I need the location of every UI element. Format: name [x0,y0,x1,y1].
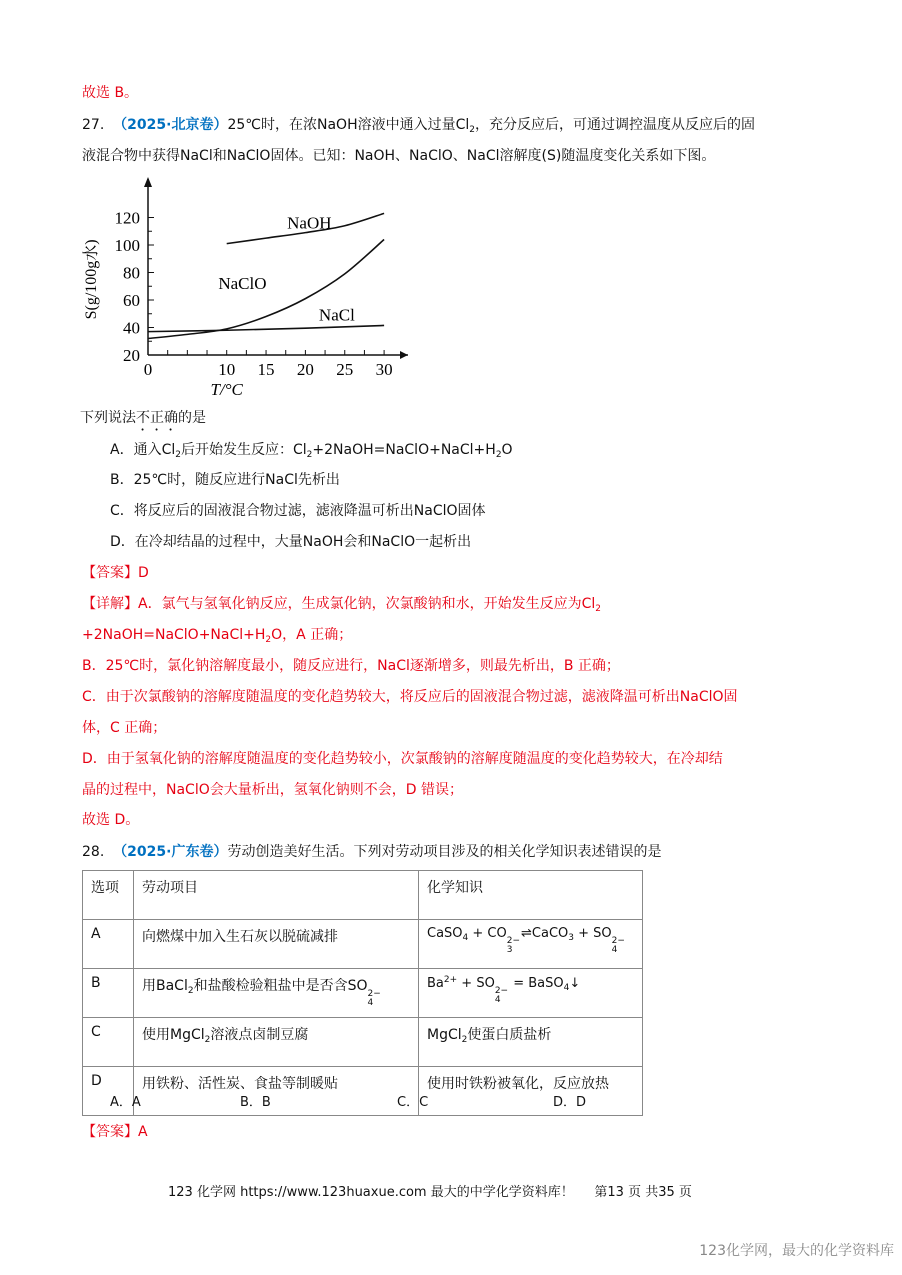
q27-detail-line [82,594,601,619]
detail-text: O，A 正确； [271,627,353,643]
q27-option-a [110,440,513,465]
table-row [83,969,643,1018]
subscript: 2 [175,450,181,460]
q27-source-tag: （2025·北京卷） [113,117,228,133]
x-axis-arrow [400,351,408,359]
q27-detail-line: B．25℃时，氯化钠溶解度最小，随反应进行，NaCl逐渐增多，则最先析出，B 正确； [82,658,620,674]
table-header-row [83,871,643,920]
knowledge-cell: CaSO$_4$ + CO 2− 3 ⇌CaCO$_3$ + SO 2− 4 [419,920,643,969]
x-tick-label: 20 [296,360,314,379]
q27-option-d: D．在冷却结晶的过程中，大量NaOH会和NaClO一起析出 [110,534,472,550]
q28-stem-text: 劳动创造美好生活。下列对劳动项目涉及的相关化学知识表述错误的是 [227,844,662,860]
prev-conclusion: 故选 B。 [82,85,139,101]
q27-question [80,408,206,434]
q28-choice-a: A．A [110,1095,141,1110]
header-cell: 选项 [83,871,134,920]
q27-detail-line: D．由于氢氧化钠的溶解度随温度的变化趋势较小，次氯酸钠的溶解度随温度的变化趋势较大，在冷却结 [82,751,723,767]
q27-detail-line: 晶的过程中，NaClO会大量析出，氢氧化钠则不会，D 错误； [82,782,463,798]
option-cell: D [83,1067,134,1116]
series-line-nacl [148,325,384,331]
option-text: +2NaOH=NaClO+NaCl+H [312,442,496,458]
header-cell: 劳动项目 [134,871,419,920]
detail-text: +2NaOH=NaClO+NaCl+H [82,627,266,643]
subscript: 2 [306,450,313,460]
q28-source-tag: （2025·广东卷） [113,844,228,860]
q27-conclusion: 故选 D。 [82,812,140,828]
y-tick-label: 60 [123,291,140,310]
y-tick-label: 20 [123,346,140,365]
subscript: 2 [265,635,272,645]
question-text: 的是 [178,410,206,426]
q27-answer: 【答案】D [82,565,149,581]
x-tick-label: 10 [218,360,236,379]
q27-detail-line: 体，C 正确； [82,720,167,736]
q27-stem-text: 25℃时，在浓NaOH溶液中通入过量Cl [227,117,470,133]
option-text: O [501,442,513,458]
q27-option-c: C．将反应后的固液混合物过滤，滤液降温可析出NaClO固体 [110,503,486,519]
x-tick-label: 0 [143,360,153,379]
q28-number: 28. [82,844,105,860]
q27-option-b: B．25℃时，随反应进行NaCl先析出 [110,472,340,488]
y-tick-label: 80 [123,263,140,283]
q28-stem [82,842,661,862]
y-tick-label: 40 [123,318,140,338]
subscript: 2 [469,125,476,135]
item-cell: 用BaCl$_2$和盐酸检验粗盐中是否含SO 2− 4 [134,969,419,1018]
item-cell: 用铁粉、活性炭、食盐等制暖贴 [134,1067,419,1116]
y-axis-label: S(g/100g水) [83,239,100,320]
watermark: 123化学网，最大的化学资料库 [699,1243,894,1259]
x-tick-label: 25 [336,360,354,379]
detail-text: 【详解】A．氯气与氢氧化钠反应，生成氯化钠，次氯酸钠和水，开始发生反应为Cl [82,596,596,612]
page-footer [168,1181,692,1200]
y-axis-arrow [144,177,152,187]
option-cell: A [83,920,134,969]
subscript: 2 [595,604,601,614]
y-tick-label: 120 [114,208,140,228]
q28-choice-c: C．C [397,1095,429,1110]
item-cell: 使用MgCl$_2$溶液点卤制豆腐 [134,1018,419,1067]
option-text: A．通入Cl [110,442,176,458]
q28-choice-d: D．D [553,1095,587,1110]
option-text: 后开始发生反应：Cl [180,442,307,458]
table-row [83,1018,643,1067]
q28-table [82,870,643,1116]
knowledge-cell: 使用时铁粉被氧化，反应放热 [419,1067,643,1116]
emphasized-text: 不正确 [136,410,178,426]
y-tick-label: 100 [114,236,140,255]
series-label-naclo: NaClO [218,274,267,293]
option-cell: B [83,969,134,1018]
q27-detail-line [82,625,352,650]
footer-site-text: 123 化学网 https://www.123huaxue.com 最大的中学化学资料库！ [168,1185,574,1200]
q28-answer: 【答案】A [82,1124,148,1140]
x-axis-label: T/°C [210,380,243,399]
q27-stem-text: ，充分反应后，可通过调控温度从反应后的固 [475,117,756,133]
question-text: 下列说法 [80,410,136,426]
q27-detail-line: C．由于次氯酸钠的溶解度随温度的变化趋势较大，将反应后的固液混合物过滤，滤液降温可析出NaClO固 [82,689,738,705]
knowledge-cell: MgCl$_2$使蛋白质盐析 [419,1018,643,1067]
q27-number: 27. [82,117,105,133]
q27-stem-line2: 液混合物中获得NaCl和NaClO固体。已知：NaOH、NaClO、NaCl溶解度(S)随温度变化关系如下图。 [82,148,716,164]
knowledge-cell: $Ba^{2+}$ + SO 2− 4 = BaSO$_4$↓ [419,969,643,1018]
option-cell: C [83,1018,134,1067]
page-number: 第13 页 共35 页 [594,1185,692,1200]
header-cell: 化学知识 [419,871,643,920]
x-tick-label: 30 [375,360,393,379]
q27-stem-line1 [82,115,755,140]
solubility-chart [78,175,418,400]
series-label-naoh: NaOH [287,213,332,233]
item-cell: 向燃煤中加入生石灰以脱硫减排 [134,920,419,969]
table-row [83,920,643,969]
subscript: 2 [495,450,502,460]
series-label-nacl: NaCl [318,305,355,325]
x-tick-label: 15 [257,360,275,379]
q28-choice-b: B．B [240,1095,271,1110]
